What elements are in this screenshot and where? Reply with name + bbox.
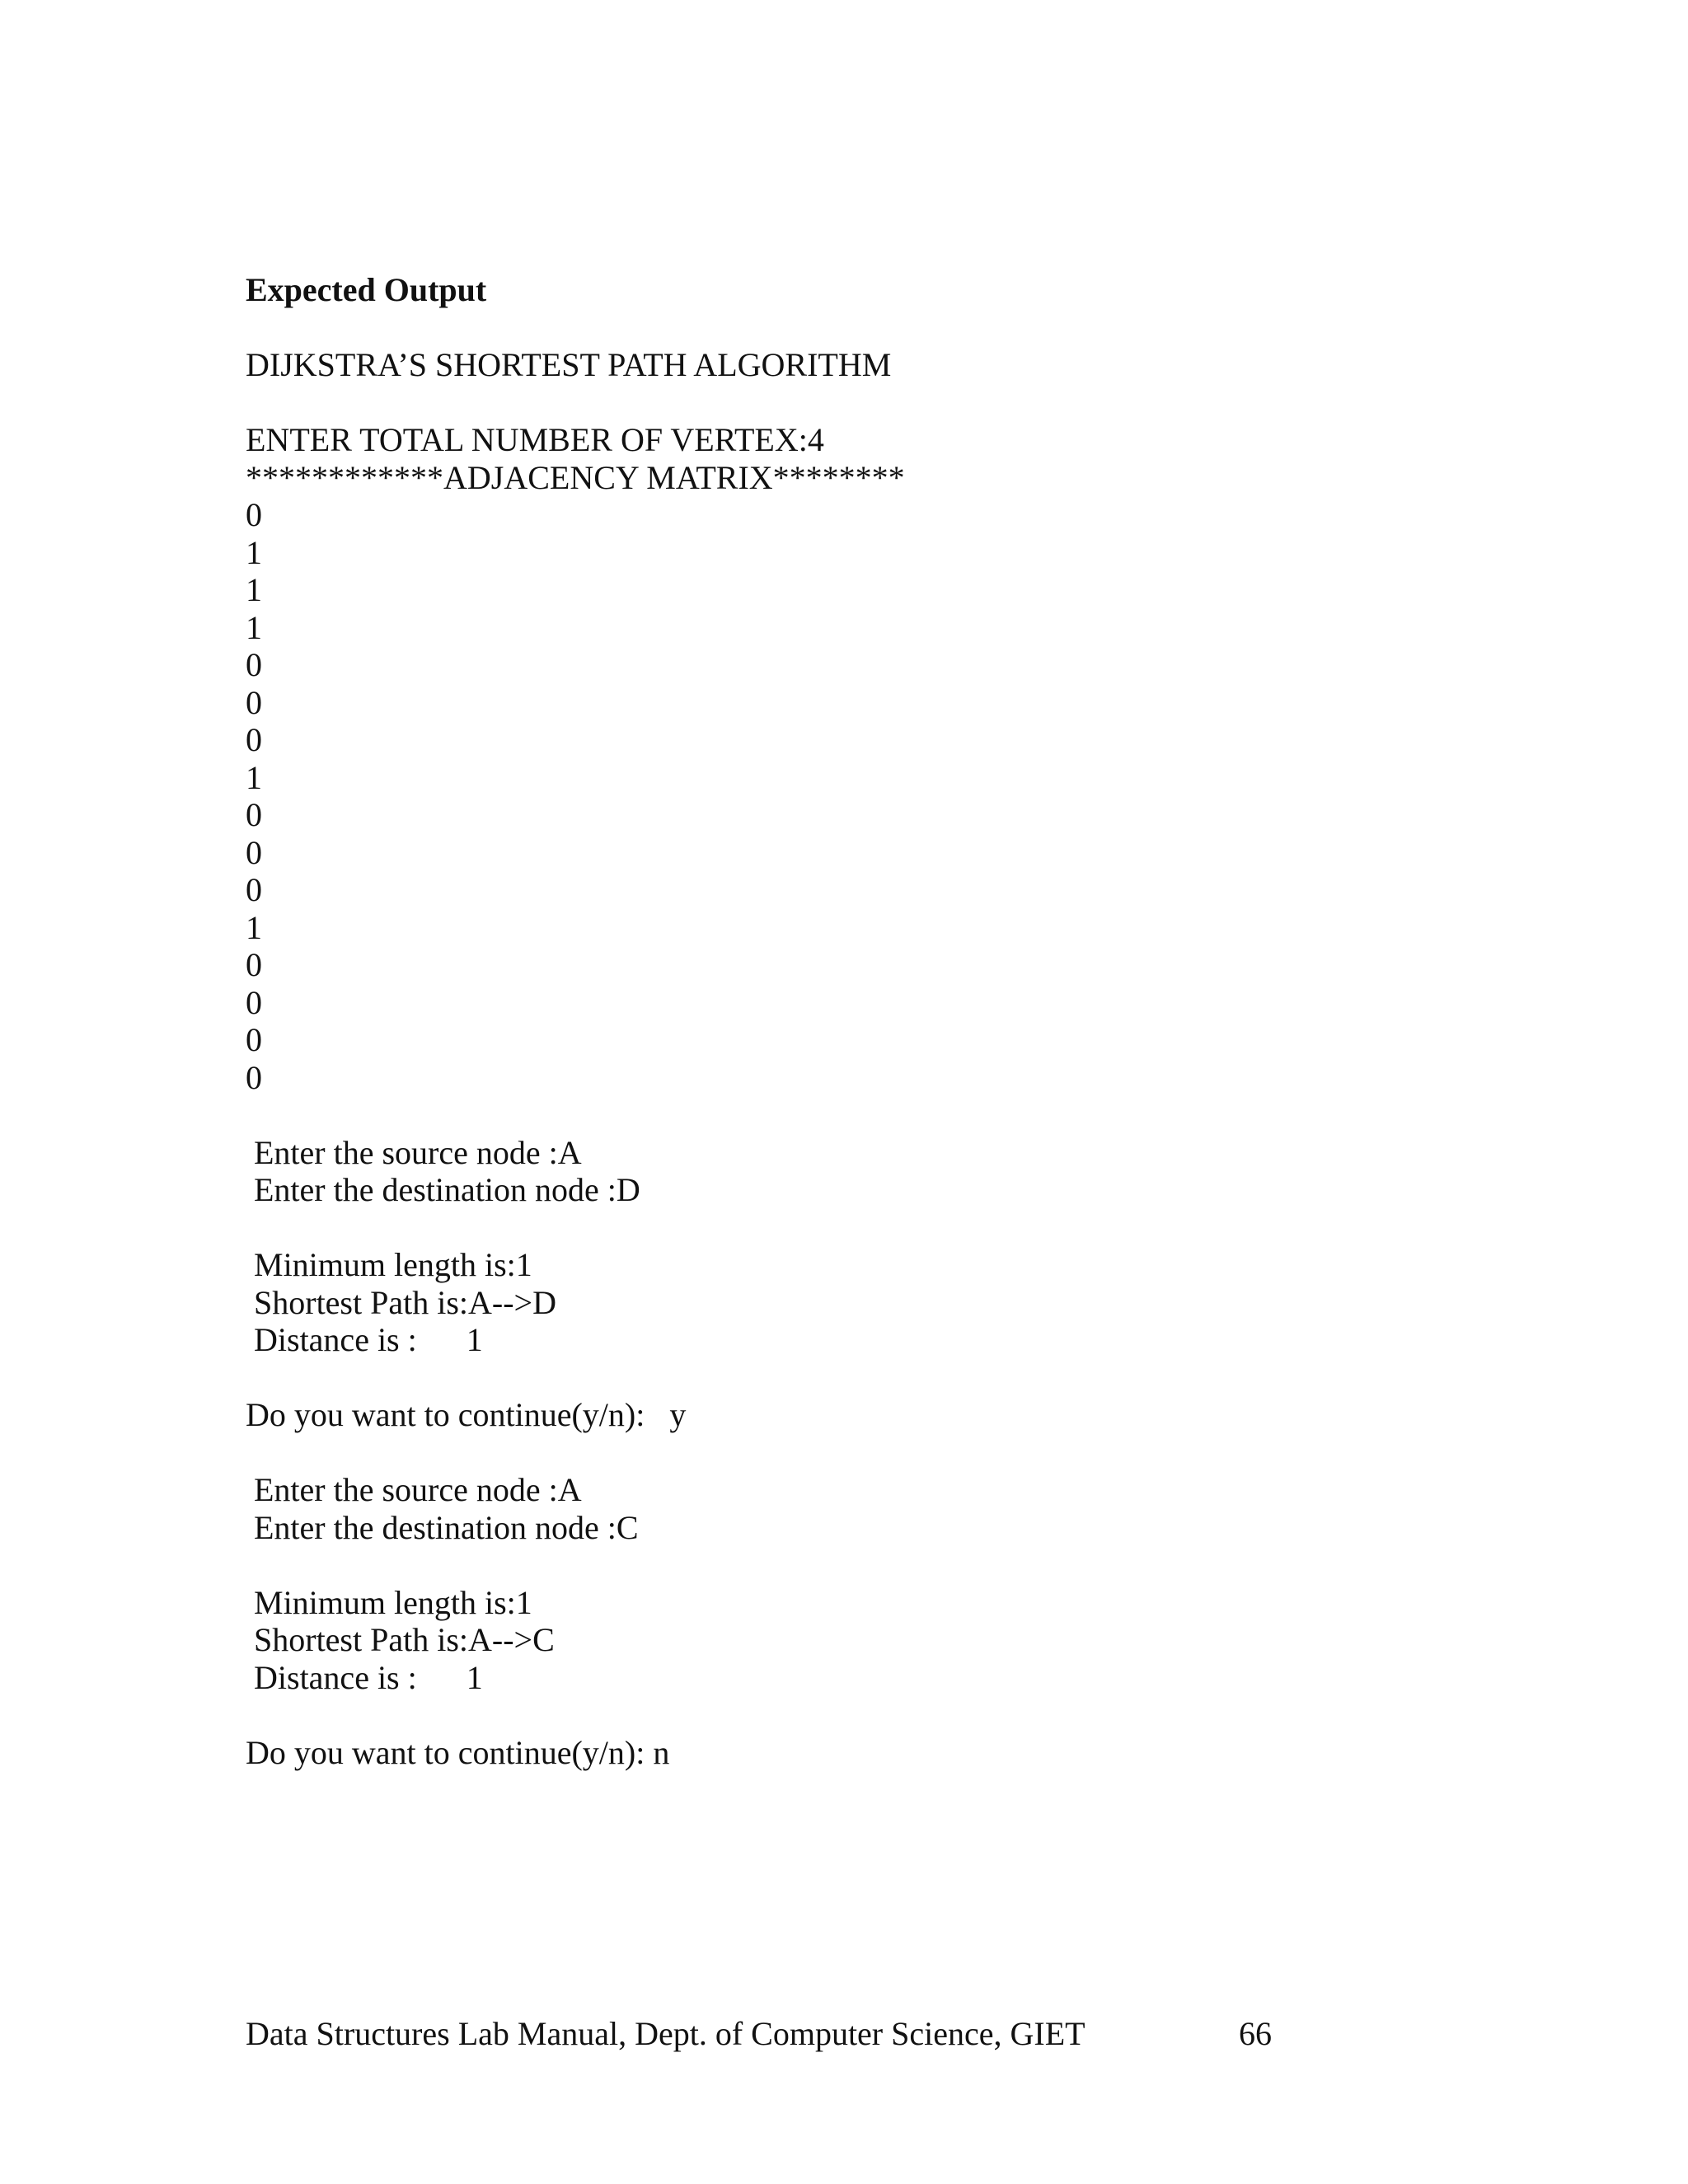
distance-line: Distance is : 1	[254, 1658, 483, 1696]
spacer	[246, 1209, 1482, 1247]
matrix-value: 0	[246, 871, 262, 908]
shortest-path-line: Shortest Path is:A-->D	[254, 1283, 556, 1321]
footer-text: Data Structures Lab Manual, Dept. of Computer Science, GIET	[246, 2015, 1085, 2052]
matrix-value: 0	[246, 1021, 262, 1058]
spacer	[246, 1546, 1482, 1584]
source-node-line: Enter the source node :A	[254, 1133, 582, 1171]
minimum-length-line: Minimum length is:1	[254, 1246, 532, 1283]
matrix-value: 0	[246, 496, 262, 533]
matrix-value: 0	[246, 646, 262, 683]
continue-prompt: Do you want to continue(y/n): n	[246, 1733, 670, 1771]
destination-node-line: Enter the destination node :C	[254, 1508, 639, 1546]
matrix-value: 0	[246, 721, 262, 758]
matrix-value: 1	[246, 758, 262, 796]
source-node-line: Enter the source node :A	[254, 1471, 582, 1508]
page-content	[246, 271, 1482, 1771]
matrix-value: 0	[246, 1058, 262, 1096]
spacer	[246, 1434, 1482, 1472]
matrix-value: 0	[246, 796, 262, 833]
matrix-value: 0	[246, 683, 262, 721]
matrix-value: 1	[246, 533, 262, 571]
spacer	[246, 1096, 1482, 1134]
minimum-length-line: Minimum length is:1	[254, 1583, 532, 1621]
vertex-prompt: ENTER TOTAL NUMBER OF VERTEX:4	[246, 421, 824, 458]
section-heading: Expected Output	[246, 271, 487, 308]
matrix-header: ************ADJACENCY MATRIX********	[246, 458, 905, 496]
matrix-values	[246, 496, 1482, 1096]
shortest-path-line: Shortest Path is:A-->C	[254, 1621, 555, 1658]
spacer	[246, 1696, 1482, 1734]
spacer	[246, 309, 1482, 347]
distance-line: Distance is : 1	[254, 1321, 483, 1358]
continue-prompt: Do you want to continue(y/n): y	[246, 1396, 687, 1433]
matrix-value: 1	[246, 571, 262, 608]
matrix-value: 0	[246, 983, 262, 1021]
destination-node-line: Enter the destination node :D	[254, 1171, 640, 1208]
spacer	[246, 384, 1482, 422]
matrix-value: 1	[246, 608, 262, 646]
page-number: 66	[1239, 2015, 1272, 2052]
matrix-value: 1	[246, 908, 262, 946]
spacer	[246, 1359, 1482, 1397]
matrix-value: 0	[246, 833, 262, 871]
matrix-value: 0	[246, 946, 262, 983]
run-1	[246, 1134, 1482, 1434]
program-title: DIJKSTRA’S SHORTEST PATH ALGORITHM	[246, 346, 892, 383]
run-2	[246, 1471, 1482, 1771]
